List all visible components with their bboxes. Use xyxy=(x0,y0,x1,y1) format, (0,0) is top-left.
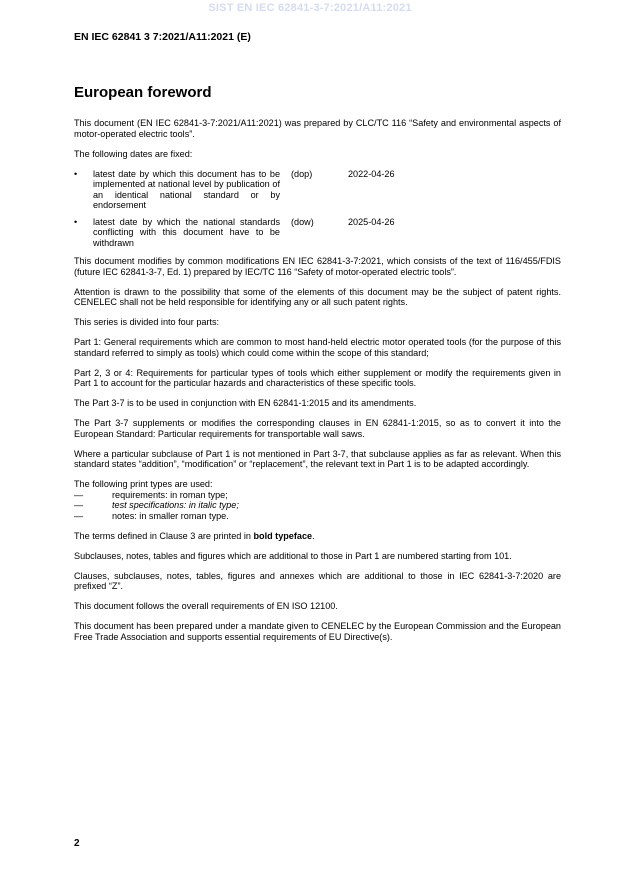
document-header: EN IEC 62841 3 7:2021/A11:2021 (E) xyxy=(74,31,251,43)
paragraph-common-modifications: This document modifies by common modifications EN IEC 62841-3-7:2021, which consists of the text of 116/455/FDIS (future IEC 62841-3-7, Ed. 1) prepared by IEC/TC 116 “Safety of motor-operated electric tools”. xyxy=(74,256,561,277)
paragraph-part-2-3-4: Part 2, 3 or 4: Requirements for particular types of tools which either supplement or modify the requirements given in Part 1 to account for the particular hazards and characteristics of these specific tools. xyxy=(74,367,561,388)
date-value: 2022-04-26 xyxy=(348,168,395,179)
date-row-dop xyxy=(74,169,561,211)
print-type-text: notes: in smaller roman type. xyxy=(112,510,229,521)
date-description: latest date by which the national standards conflicting with this document have to be withdrawn xyxy=(93,216,280,248)
paragraph-iso-12100: This document follows the overall requirements of EN ISO 12100. xyxy=(74,601,338,611)
print-types-intro: The following print types are used: xyxy=(74,479,213,489)
dates-list xyxy=(74,169,561,249)
page-title: European foreword xyxy=(74,84,212,101)
paragraph-patent-rights: Attention is drawn to the possibility that some of the elements of this document may be the subject of patent rights. CENELEC shall not be held responsible for identifying any or all such patent rights. xyxy=(74,286,561,307)
terms-bold: bold typeface xyxy=(253,530,313,541)
date-code: (dow) xyxy=(291,216,314,227)
print-types-list xyxy=(74,479,561,521)
paragraph-dates-intro: The following dates are fixed: xyxy=(74,148,193,159)
dash: — xyxy=(74,510,84,521)
page-number: 2 xyxy=(74,838,80,849)
paragraph-conjunction: The Part 3-7 is to be used in conjunction with EN 62841-1:2015 and its amendments. xyxy=(74,398,417,408)
dash: — xyxy=(74,489,84,500)
print-type-item xyxy=(74,490,561,501)
bullet: • xyxy=(74,216,78,227)
paragraph-terms xyxy=(74,531,561,542)
paragraph-prefixed-z: Clauses, subclauses, notes, tables, figures and annexes which are additional to those in IEC 62841-3-7:2020 are prefixed “Z”. xyxy=(74,570,561,591)
print-type-text: test specifications: in italic type; xyxy=(112,500,239,510)
paragraph-prepared-by: This document (EN IEC 62841-3-7:2021/A11:2021) was prepared by CLC/TC 116 “Safety and environmental aspects of motor-operated electric tools”. xyxy=(74,118,561,139)
paragraph-supplements: The Part 3-7 supplements or modifies the corresponding clauses in EN 62841-1:2015, so as to convert it into the European Standard: Particular requirements for transportable wall saws. xyxy=(74,418,561,439)
dash: — xyxy=(74,500,84,510)
date-description: latest date by which this document has to be implemented at national level by publication of an identical national standard or by endorsement xyxy=(93,168,280,210)
print-type-item xyxy=(74,500,561,511)
watermark: SIST EN IEC 62841-3-7:2021/A11:2021 xyxy=(208,2,412,14)
paragraph-part-1: Part 1: General requirements which are common to most hand-held electric motor operated tools (for the purpose of this standard referred to simply as tools) which could come within the scope of this standard; xyxy=(74,337,561,358)
print-type-item xyxy=(74,511,561,522)
terms-prefix: The terms defined in Clause 3 are printed in xyxy=(74,530,254,541)
paragraph-mandate: This document has been prepared under a mandate given to CENELEC by the European Commission and the European Free Trade Association and supports essential requirements of EU Directive(s). xyxy=(74,621,561,642)
paragraph-subclause-applies: Where a particular subclause of Part 1 is not mentioned in Part 3-7, that subclause applies as far as relevant. When this standard states “addition”, “modification” or “replacement”, the relevant text in Part 1 is to be adapted accordingly. xyxy=(74,448,561,469)
date-value: 2025-04-26 xyxy=(348,216,395,227)
terms-suffix: . xyxy=(312,530,315,541)
paragraph-numbering: Subclauses, notes, tables and figures which are additional to those in Part 1 are numbered starting from 101. xyxy=(74,550,512,561)
document-body xyxy=(74,118,561,652)
bullet: • xyxy=(74,168,78,179)
paragraph-series-intro: This series is divided into four parts: xyxy=(74,317,220,327)
print-type-text: requirements: in roman type; xyxy=(112,489,228,500)
date-code: (dop) xyxy=(291,168,313,179)
date-row-dow xyxy=(74,217,561,249)
